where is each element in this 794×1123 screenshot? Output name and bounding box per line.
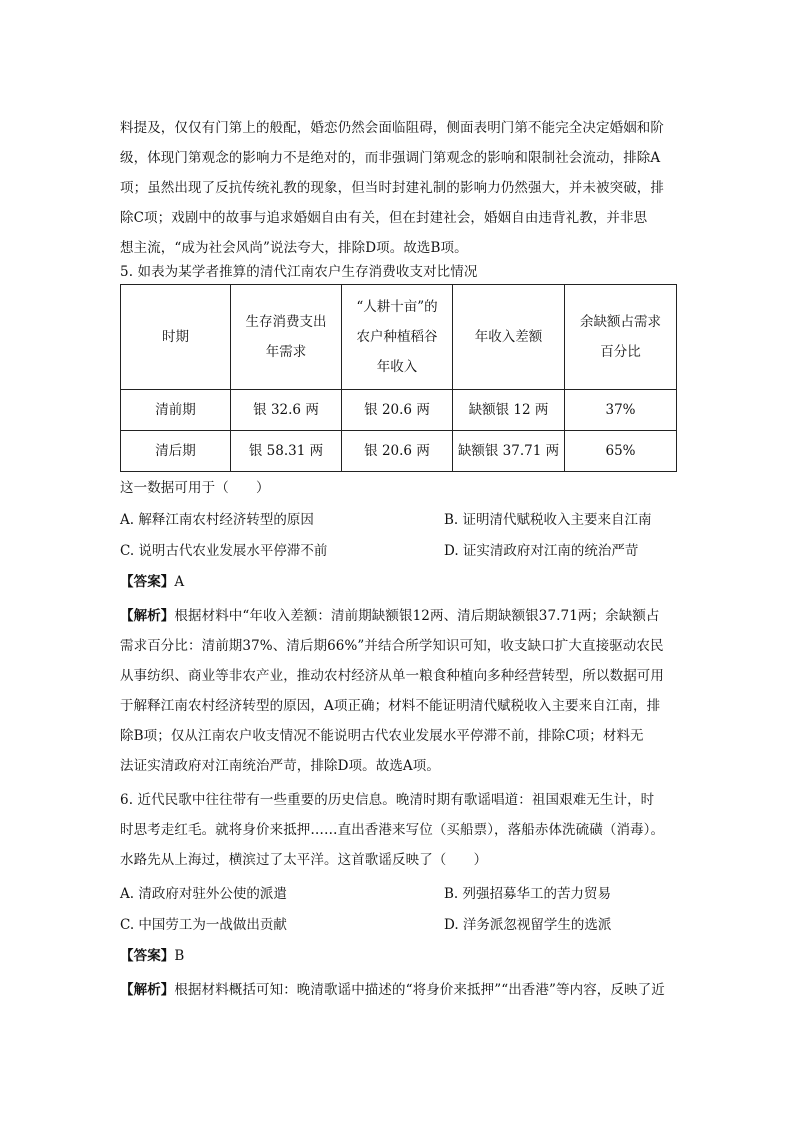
header-cell-income: “人耕十亩”的 农户种植稻谷 年收入 — [342, 285, 453, 390]
analysis-label: 【解析】 — [120, 982, 175, 998]
table-cell: 清后期 — [121, 431, 231, 472]
table-cell: 银 58.31 两 — [231, 431, 342, 472]
intro-line-4: 除C项；戏剧中的故事与追求婚姻自由有关，但在封建社会，婚姻自由违背礼教，并非思 — [120, 210, 648, 226]
q6-stem-line-1: 6. 近代民歌中往往带有一些重要的历史信息。晚清时期有歌谣唱道：祖国艰难无生计，时 — [120, 792, 655, 808]
table-cell: 37% — [565, 390, 677, 431]
table-cell: 65% — [565, 431, 677, 472]
q5-stem: 这一数据可用于（ ） — [120, 480, 270, 496]
q5-answer — [120, 572, 680, 592]
answer-label: 【答案】 — [120, 948, 175, 964]
table-cell: 银 20.6 两 — [342, 390, 453, 431]
intro-line-5: 想主流，“成为社会风尚”说法夸大，排除D项。故选B项。 — [120, 240, 468, 256]
intro-line-2: 级，体现门第观念的影响力不是绝对的，而非强调门第观念的影响和限制社会流动，排除A — [120, 150, 661, 166]
q6-option-a[interactable]: A. 清政府对驻外公使的派遣 — [120, 886, 287, 902]
q5-analysis-line-2: 需求百分比：清前期37%、清后期66%”并结合所学知识可知，收支缺口扩大直接驱动农民 — [120, 638, 664, 654]
answer-value: A — [174, 574, 185, 590]
q5-analysis-line-4: 于解释江南农村经济转型的原因，A项正确；材料不能证明清代赋税收入主要来自江南，排 — [120, 698, 661, 714]
q6-option-c[interactable]: C. 中国劳工为一战做出贡献 — [120, 917, 287, 933]
q5-option-b[interactable]: B. 证明清代赋税收入主要来自江南 — [444, 512, 652, 528]
q6-option-d[interactable]: D. 洋务派忽视留学生的选派 — [444, 917, 612, 933]
answer-label: 【答案】 — [120, 574, 175, 590]
intro-line-1: 料提及，仅仅有门第上的般配，婚恋仍然会面临阻碍，侧面表明门第不能完全决定婚姻和阶 — [120, 120, 664, 136]
table-header-row — [121, 285, 677, 390]
analysis-label: 【解析】 — [120, 608, 175, 624]
table-row — [121, 431, 677, 472]
q6-stem-line-3: 水路先从上海过，横滨过了太平洋。这首歌谣反映了（ ） — [120, 852, 488, 868]
header-cell-percentage: 余缺额占需求 百分比 — [565, 285, 677, 390]
q5-analysis-line-3: 从事纺织、商业等非农产业，推动农村经济从单一粮食种植向多种经营转型，所以数据可用 — [120, 668, 664, 684]
q5-analysis-line-1: 【解析】根据材料中“年收入差额：清前期缺额银12两、清后期缺额银37.71两；余缺额占 — [120, 608, 660, 624]
q5-option-c[interactable]: C. 说明古代农业发展水平停滞不前 — [120, 543, 328, 559]
q5-option-a[interactable]: A. 解释江南农村经济转型的原因 — [120, 512, 314, 528]
q6-stem-line-2: 时思考走红毛。就将身价来抵押……直出香港来写位（买船票），落船赤体洗硫磺（消毒）。 — [120, 822, 665, 838]
table-cell: 缺额银 12 两 — [453, 390, 565, 431]
header-cell-period: 时期 — [121, 285, 231, 390]
table-cell: 银 32.6 两 — [231, 390, 342, 431]
q5-data-table — [120, 284, 677, 472]
header-cell-expense: 生存消费支出 年需求 — [231, 285, 342, 390]
q5-analysis-line-5: 除B项；仅从江南农户收支情况不能说明古代农业发展水平停滞不前，排除C项；材料无 — [120, 728, 644, 744]
q6-answer — [120, 946, 680, 966]
q6-option-b[interactable]: B. 列强招募华工的苦力贸易 — [444, 886, 612, 902]
table-cell: 清前期 — [121, 390, 231, 431]
header-cell-difference: 年收入差额 — [453, 285, 565, 390]
q5-title: 5. 如表为某学者推算的清代江南农户生存消费收支对比情况 — [120, 264, 478, 280]
q5-option-d[interactable]: D. 证实清政府对江南的统治严苛 — [444, 543, 639, 559]
table-cell: 银 20.6 两 — [342, 431, 453, 472]
table-row — [121, 390, 677, 431]
answer-value: B — [174, 948, 185, 964]
q5-analysis-line-6: 法证实清政府对江南统治严苛，排除D项。故选A项。 — [120, 758, 440, 774]
intro-line-3: 项；虽然出现了反抗传统礼教的现象，但当时封建礼制的影响力仍然强大，并未被突破，排 — [120, 180, 664, 196]
q6-analysis-line-1: 【解析】根据材料概括可知：晚清歌谣中描述的“将身价来抵押”“出香港”等内容，反映了近 — [120, 982, 665, 998]
table-cell: 缺额银 37.71 两 — [453, 431, 565, 472]
